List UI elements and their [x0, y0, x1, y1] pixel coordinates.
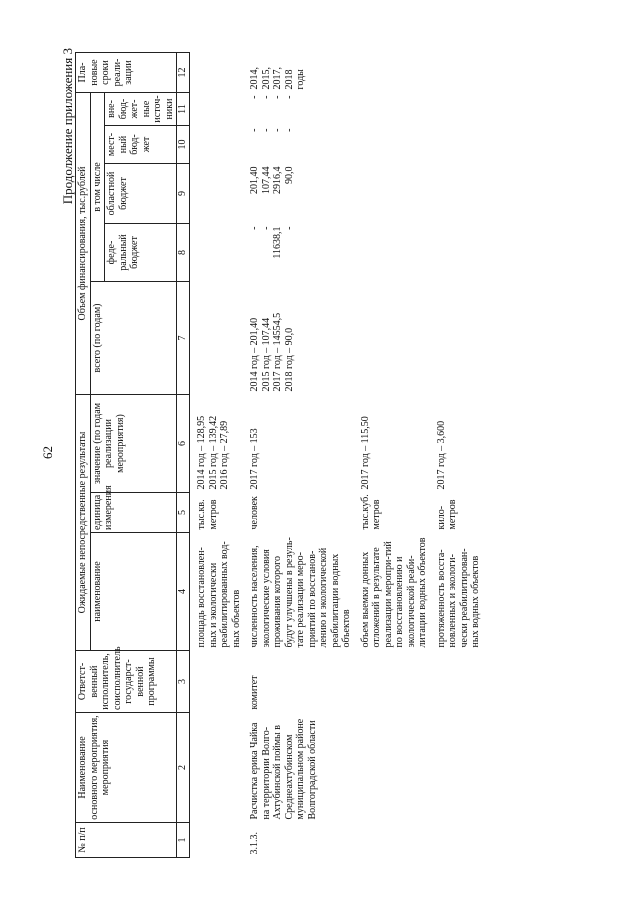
funding-extra-line: -	[249, 95, 260, 99]
header-extra: вне-бюд-жет-ные источ-ники	[105, 92, 177, 125]
funding-total-line: 2014 год – 201,40	[249, 317, 260, 392]
header-terms: Пла-новые сроки реали-зации	[76, 52, 177, 92]
header-name: Наименование основного мероприятия, мероприятия	[76, 713, 177, 823]
page-number: 62	[40, 446, 55, 459]
funding-federal-line: -	[260, 226, 272, 230]
executor: комитет	[249, 675, 260, 710]
result-unit: человек	[249, 496, 260, 530]
header-result-value: значение (по годам реализации мероприятия)	[90, 394, 177, 492]
table-row	[243, 52, 354, 857]
funding-federal	[243, 223, 483, 281]
funding-regional-line: 2916,4	[272, 166, 283, 194]
result-value-line: 2014 год – 128,95	[196, 415, 207, 490]
result-value: 2017 год – 153	[249, 428, 260, 490]
col-number: 4	[177, 533, 190, 651]
funding-local-line: -	[260, 128, 272, 132]
result-value-line: 2015 год – 139,42	[207, 415, 219, 490]
funding-local-line: -	[272, 128, 283, 132]
result-name: протяженность восста-новленных и экологи-чески реабилитирован-ных водных объектов	[435, 548, 481, 648]
col-number: 9	[177, 163, 190, 223]
funding-local-line: -	[283, 128, 295, 132]
funding-regional-line: 107,44	[260, 166, 272, 194]
col-number: 11	[177, 92, 190, 125]
result-value-line: 2016 год – 27,89	[219, 420, 230, 490]
col-number: 10	[177, 125, 190, 163]
result-value: 2017 год – 3,600	[435, 420, 447, 490]
header-regional: областной бюджет	[105, 163, 177, 223]
funding-extra-line: -	[283, 95, 295, 99]
result-name: площадь восстановлен-ных и экологически реабилитированных вод-ных объектов	[196, 541, 242, 648]
result-value	[190, 394, 244, 492]
funding-total-line: 2015 год – 107,44	[260, 317, 272, 392]
program-table	[75, 52, 483, 858]
col-number: 3	[177, 651, 190, 713]
funding-extra-line: -	[260, 95, 272, 99]
result-unit: кило-метров	[435, 499, 458, 530]
header-local: мест-ный бюд-жет	[105, 125, 177, 163]
table-row	[190, 52, 244, 857]
funding-extra	[243, 92, 483, 125]
result-unit: тыс.кв. метров	[196, 499, 219, 530]
col-number: 8	[177, 223, 190, 281]
result-unit: тыс.куб. метров	[359, 494, 382, 530]
header-funding: Объем финансирования, тыс.рублей	[76, 92, 91, 394]
header-including: в том числе	[90, 92, 105, 281]
funding-federal-line: 11638,1	[272, 226, 283, 259]
funding-regional-line: 201,40	[249, 166, 260, 194]
funding-regional	[243, 163, 483, 223]
funding-local	[243, 125, 483, 163]
header-executor: Ответст-венный исполнитель, соисполнитель государст-венной программы	[76, 651, 177, 713]
col-number: 12	[177, 52, 190, 92]
funding-total-line: 2018 год – 90,0	[283, 327, 295, 392]
col-number: 2	[177, 713, 190, 823]
result-value: 2017 год – 115,50	[359, 416, 371, 490]
implementation-terms: 2014, 2015, 2017, 2018 годы	[249, 66, 306, 90]
row-number: 3.1.3.	[249, 832, 260, 855]
funding-total	[243, 281, 483, 394]
col-number: 1	[177, 823, 190, 858]
header-num: № п/п	[76, 823, 177, 858]
header-result-unit: единица измерения	[90, 493, 177, 533]
funding-local-line: -	[249, 128, 260, 132]
funding-regional-line: 90,0	[283, 166, 295, 184]
activity-name: Расчистка ерика Чайка на территории Волго-Ахтубинской поймы в Среднеахтубинском муниципальном районе Волгоградской области	[249, 718, 318, 820]
appendix-caption: Продолжение приложения 3	[60, 48, 75, 205]
funding-federal-line: -	[283, 226, 295, 230]
funding-total-line: 2017 год – 14554,5	[272, 312, 283, 392]
funding-federal-line: -	[249, 226, 260, 230]
header-result-name: наименование	[90, 533, 177, 651]
header-results: Ожидаемые непосредственные результаты	[76, 394, 91, 650]
col-number: 5	[177, 493, 190, 533]
col-number: 6	[177, 394, 190, 492]
col-number: 7	[177, 281, 190, 394]
result-name: объем выемки донных отложений в результате реализации меропри-тий по восстановлению и экологической реаби-литации водных объектов	[359, 537, 428, 648]
result-name: численность населения, экологические условия проживания которого будут улучшены в резуль-тате реализации меро-приятий по восстанов-лению и экологической реабилитации водных объектов	[249, 537, 352, 648]
column-numbers-row	[177, 52, 190, 857]
header-total: всего (по годам)	[90, 281, 177, 394]
funding-extra-line: -	[272, 95, 283, 99]
header-federal: феде-ральный бюджет	[105, 223, 177, 281]
